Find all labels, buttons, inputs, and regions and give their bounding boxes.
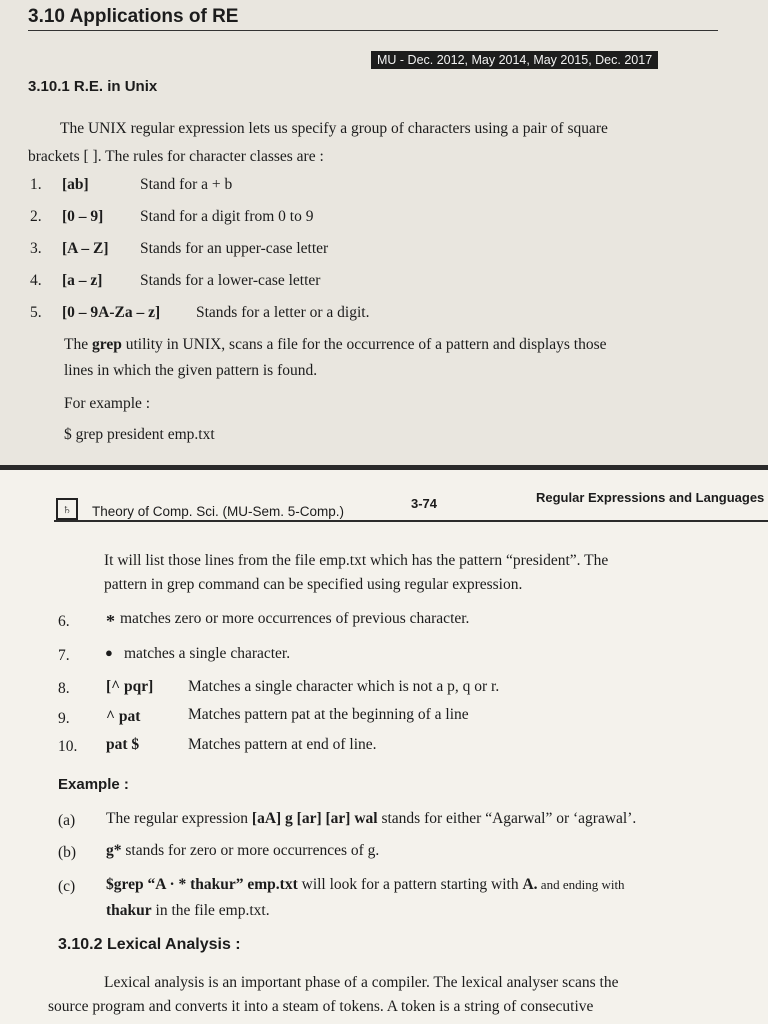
section-heading — [28, 6, 238, 28]
para-line-1: It will list those lines from the file emp.txt which has the pattern “president”. The — [104, 552, 609, 569]
exam-tag: MU - Dec. 2012, May 2014, May 2015, Dec. 2017 — [371, 51, 658, 69]
example-pattern: [aA] g [ar] [ar] wal — [251, 810, 378, 827]
example-pattern: g* — [106, 842, 122, 859]
para-line-2: pattern in grep command can be specified using regular expression. — [104, 576, 523, 593]
example-label: For example : — [64, 395, 151, 412]
item-number: 8. — [58, 680, 70, 697]
example-text: stands for either “Agarwal” or ‘agrawal’. — [377, 810, 637, 827]
example-text: The regular expression — [106, 810, 252, 827]
item-pattern: [^ pqr] — [106, 678, 154, 695]
grep-line-2: lines in which the given pattern is found. — [64, 362, 318, 379]
example-text: stands for zero or more occurrences of g. — [121, 842, 380, 859]
rule-pattern: [0 – 9] — [62, 208, 104, 225]
item-description: matches a single character. — [124, 645, 291, 662]
item-number: 10. — [58, 738, 78, 755]
item-description: Matches pattern pat at the beginning of a line — [188, 706, 469, 723]
item-pattern: pat $ — [106, 736, 140, 753]
item-number: 6. — [58, 613, 70, 630]
section-number: 3.10 — [28, 6, 65, 27]
subsection-heading — [28, 78, 157, 95]
section-title: Applications of RE — [69, 6, 239, 27]
example-text: in the file emp.txt. — [151, 902, 270, 919]
bottom-page — [0, 470, 768, 1024]
rule-description: Stands for a letter or a digit. — [196, 304, 370, 321]
example-pattern: $grep “A · * thakur” emp.txt — [106, 876, 298, 893]
item-number: 7. — [58, 647, 70, 664]
example-a-label: (a) — [58, 812, 76, 829]
rule-pattern: [0 – 9A-Za – z] — [62, 304, 161, 321]
rule-number: 1. — [30, 176, 42, 193]
rule-pattern: [ab] — [62, 176, 89, 193]
item-description: Matches a single character which is not a p, q or r. — [188, 678, 500, 695]
rule-pattern: [a – z] — [62, 272, 103, 289]
intro-line-1: The UNIX regular expression lets us specify a group of characters using a pair of square — [60, 120, 608, 137]
item-pattern: * — [106, 611, 115, 631]
example-b-label: (b) — [58, 844, 77, 861]
rule-description: Stands for a lower-case letter — [140, 272, 321, 289]
page-number: 3-74 — [411, 496, 438, 511]
subsection-title: R.E. in Unix — [73, 78, 158, 95]
lexical-line-1: Lexical analysis is an important phase of a compiler. The lexical analyser scans the — [104, 974, 619, 991]
running-header-title: Theory of Comp. Sci. (MU-Sem. 5-Comp.) — [92, 504, 345, 519]
rule-pattern: [A – Z] — [62, 240, 109, 257]
example-text: and ending with — [537, 877, 625, 892]
book-logo-icon: ♄ — [56, 498, 78, 520]
example-b-text — [106, 842, 379, 860]
grep-line-1 — [64, 336, 607, 354]
top-page — [0, 0, 768, 465]
example-heading: Example : — [58, 776, 129, 793]
grep-text: The — [64, 336, 92, 353]
item-pattern: ^ pat — [106, 708, 141, 725]
running-header-chapter: Regular Expressions and Languages — [536, 490, 765, 505]
subsection-number: 3.10.1 — [28, 78, 70, 95]
grep-text: utility in UNIX, scans a file for the occurrence of a pattern and displays those — [121, 336, 607, 353]
item-description: Matches pattern at end of line. — [188, 736, 377, 753]
subsection-2-heading — [58, 936, 241, 954]
grep-command: $ grep president emp.txt — [64, 426, 215, 443]
grep-keyword: grep — [91, 336, 122, 353]
example-c-label: (c) — [58, 878, 76, 895]
example-pattern: thakur — [106, 902, 152, 919]
rule-description: Stand for a digit from 0 to 9 — [140, 208, 314, 225]
rule-number: 4. — [30, 272, 42, 289]
item-description: matches zero or more occurrences of previous character. — [120, 610, 470, 627]
example-a-text — [106, 810, 636, 828]
example-text: will look for a pattern starting with — [297, 876, 523, 893]
subsection-title: Lexical Analysis : — [106, 936, 241, 953]
example-c-text — [106, 876, 625, 894]
section-rule — [28, 30, 718, 31]
intro-line-2: brackets [ ]. The rules for character classes are : — [28, 148, 324, 165]
item-number: 9. — [58, 710, 70, 727]
rule-description: Stand for a + b — [140, 176, 233, 193]
rule-description: Stands for an upper-case letter — [140, 240, 329, 257]
lexical-line-2: source program and converts it into a steam of tokens. A token is a string of consecutive — [48, 998, 594, 1015]
example-pattern: A. — [522, 876, 538, 893]
item-pattern: ● — [105, 645, 113, 660]
header-rule — [54, 520, 768, 522]
rule-number: 3. — [30, 240, 42, 257]
subsection-number: 3.10.2 — [58, 936, 103, 953]
rule-number: 2. — [30, 208, 42, 225]
example-c-text-2 — [106, 902, 270, 920]
rule-number: 5. — [30, 304, 42, 321]
